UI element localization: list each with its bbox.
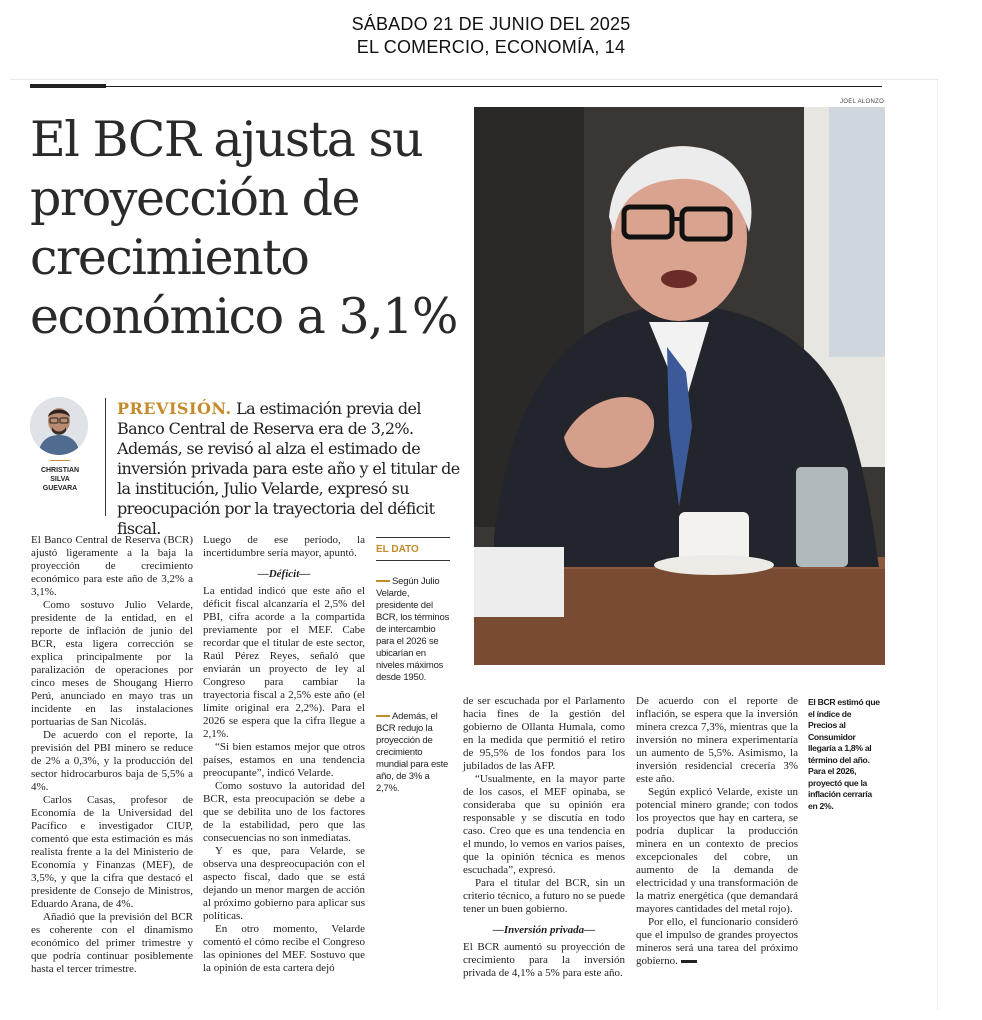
article-photo bbox=[474, 107, 885, 665]
dato-item bbox=[376, 711, 450, 795]
subheading-private-investment: —Inversión privada— bbox=[492, 924, 596, 936]
paragraph: Añadió que la previsión del BCR es coherente con el dinamismo económico del primer trimestre y que podría continuar posiblemente hasta el tercer trimestre. bbox=[31, 911, 193, 975]
author-avatar bbox=[30, 397, 88, 455]
page-edge-divider-right bbox=[937, 80, 938, 1010]
lead-divider bbox=[105, 398, 106, 516]
paragraph: De acuerdo con el reporte, la previsión del PBI minero se reduce de 2% a 0,3%, y la producción del sector hidrocarburos baja de 5,5% a 4%. bbox=[31, 729, 193, 793]
article-column-4 bbox=[636, 695, 798, 968]
dato-title: EL DATO bbox=[376, 544, 419, 555]
dato-bullet bbox=[376, 580, 390, 582]
photo-illustration bbox=[474, 107, 885, 665]
paragraph: de ser escuchada por el Parlamento hacia fines de la gestión del gobierno de Ollanta Humala, como en la medida que permitió el retiro de 95,5% de los fondos para los jubilados de las AFP. bbox=[463, 695, 625, 772]
paragraph: Y es que, para Velarde, se observa una despreocupación con el aspecto fiscal, dado que se está dejando un menor margen de acción al próximo gobierno para aplicar sus políticas. bbox=[203, 845, 365, 922]
dato-bullet bbox=[376, 715, 390, 717]
photo-credit: JOEL ALONZO bbox=[840, 99, 885, 105]
paragraph: El Banco Central de Reserva (BCR) ajustó ligeramente a la baja la proyección de crecimiento económico para este año de 3,2% a 3,1%. bbox=[31, 534, 193, 598]
paragraph: “Usualmente, en la mayor parte de los casos, el MEF opinaba, se consideraba que su opinión era responsable y se discutía en todo caso. Creo que es una tendencia en el mundo, lo vemos en varios países, que la opinión técnica es menos escuchada”, expresó. bbox=[463, 773, 625, 876]
subheading-deficit: —Déficit— bbox=[257, 568, 311, 580]
top-rule bbox=[30, 86, 882, 87]
dato-title-rule bbox=[376, 560, 450, 561]
author-name-line1: CHRISTIAN bbox=[40, 467, 80, 474]
article-lead bbox=[117, 399, 460, 539]
page-edge-divider bbox=[10, 79, 938, 80]
article-column-3 bbox=[463, 695, 625, 980]
paragraph: Luego de ese período, la incertidumbre sería mayor, apuntó. bbox=[203, 534, 365, 559]
dato-item bbox=[376, 576, 450, 684]
paragraph: “Si bien estamos mejor que otros países, estamos en una tendencia preocupante”, indicó Velarde. bbox=[203, 741, 365, 779]
inflation-sidebar-note: El BCR estimó que el índice de Precios al Consumidor llegaría a 1,8% al término del año. Para el 2026, proyectó que la inflación cerraría en 2%. bbox=[808, 697, 880, 811]
paragraph: De acuerdo con el reporte de inflación, se espera que la inversión minera crezca 7,3%, mientras que la inversión no minera experimentaría un aumento de 5,5%. Asimismo, la inversión residencial crecería 3% este año. bbox=[636, 695, 798, 785]
paragraph: La entidad indicó que este año el déficit fiscal alcanzaría el 2,5% del PBI, cifra acorde a la compartida previamente por el MEF. Cabe recordar que el titular de este sector, Raúl Pérez Reyes, señaló que enviarán un proyecto de ley al Congreso para cambiar la trayectoria fiscal a 2,5% este año (el límite original era 2,2%). Para el 2026 se espera que la cifra llegue a 2,1%. bbox=[203, 585, 365, 740]
author-name-line2: SILVA bbox=[50, 476, 70, 483]
dato-item-text: Además, el BCR redujo la proyección de crecimiento mundial para este año, de 3% a 2,7%. bbox=[376, 711, 449, 794]
publication-date: SÁBADO 21 DE JUNIO DEL 2025 bbox=[351, 14, 631, 34]
paragraph bbox=[636, 916, 798, 968]
lead-kicker: PREVISIÓN. bbox=[117, 399, 232, 418]
end-of-article-mark bbox=[681, 960, 697, 963]
dato-item-text: Según Julio Velarde, presidente del BCR, los términos de intercambio para el 2026 se ubicarían en niveles máximos desde 1950. bbox=[376, 576, 450, 683]
section-rule-accent bbox=[30, 84, 106, 88]
paragraph: El BCR aumentó su proyección de crecimiento para la inversión privada de 4,1% a 5% para este año. bbox=[463, 941, 625, 979]
paragraph: Para el titular del BCR, sin un criterio técnico, a futuro no se puede tener un buen gobierno. bbox=[463, 877, 625, 915]
byline-accent-rule bbox=[50, 460, 70, 461]
paragraph: En otro momento, Velarde comentó el cómo recibe el Congreso las opiniones del MEF. Sostuvo que la opinión de esta cartera dejó bbox=[203, 923, 365, 974]
paragraph: Como sostuvo la autoridad del BCR, esta preocupación se debe a que se debilita uno de los factores de la estabilidad, pero que las consecuencias no son inmediatas. bbox=[203, 780, 365, 844]
article-column-2 bbox=[203, 534, 365, 975]
lead-text: La estimación previa del Banco Central de Reserva era de 3,2%. Además, se revisó al alza el estimado de inversión privada para este año y el titular de la institución, Julio Velarde, expresó su preocupación por la trayectoria del déficit fiscal. bbox=[117, 399, 460, 538]
author-byline bbox=[28, 466, 92, 493]
paragraph: Como sostuvo Julio Velarde, presidente de la entidad, en el reporte de inflación de junio del BCR, esta ligera corrección se explica principalmente por la paralización de operaciones por cinco meses de Shougang Hierro Perú, anunciado en mayo tras un incidente en las instalaciones portuarias de San Nicolás. bbox=[31, 599, 193, 728]
article-headline: El BCR ajusta su proyección de crecimiento económico a 3,1% bbox=[30, 111, 457, 345]
author-name-line3: GUEVARA bbox=[42, 485, 78, 492]
paragraph-text: Por ello, el funcionario consideró que el impulso de grandes proyectos mineros será una tarea del próximo gobierno. bbox=[636, 916, 798, 967]
author-avatar-illustration bbox=[30, 397, 88, 455]
publication-source: EL COMERCIO, ECONOMÍA, 14 bbox=[356, 37, 626, 57]
paragraph: Según explicó Velarde, existe un potencial minero grande; con todos los proyectos que hay en cartera, se podría duplicar la producción minera en un contexto de precios excepcionales del cobre, un aumento de la demanda de electricidad y una transformación de la matriz energética (que demandará mayores cantidades del metal rojo). bbox=[636, 786, 798, 915]
article-column-1 bbox=[31, 534, 193, 976]
dato-top-rule bbox=[376, 537, 450, 538]
paragraph: Carlos Casas, profesor de Economía de la Universidad del Pacífico e investigador CIUP, comentó que esta estimación es más realista frente a la del Ministerio de Economía y Finanzas (MEF), de 3,5%, y que la cifra que destacó el presidente de Consejo de Ministros, Eduardo Arana, de 4%. bbox=[31, 794, 193, 910]
